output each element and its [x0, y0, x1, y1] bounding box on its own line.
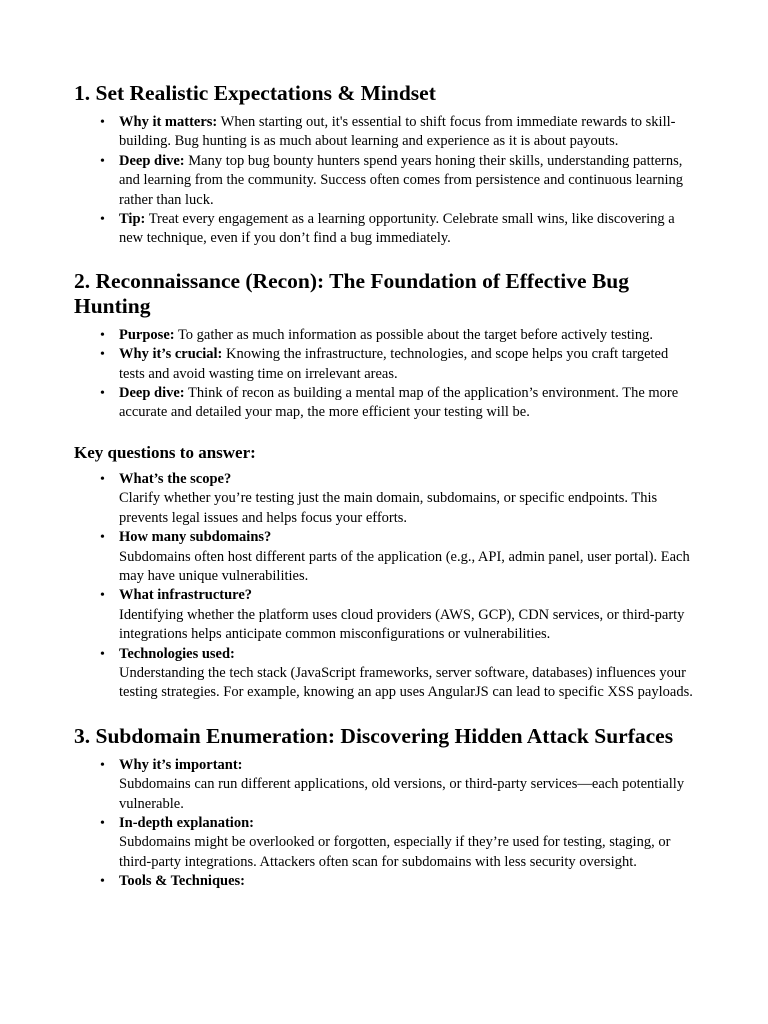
- list-item: [74, 528, 694, 586]
- mindset-list: [74, 113, 694, 249]
- item-label: Purpose:: [119, 326, 175, 343]
- section-heading-recon: 2. Reconnaissance (Recon): The Foundation of Effective Bug Hunting: [74, 268, 630, 318]
- list-item: [74, 152, 694, 210]
- item-label: Tip:: [119, 211, 146, 228]
- subdomain-list: [74, 756, 694, 892]
- list-item: [74, 756, 694, 814]
- item-text: When starting out, it's essential to shift focus from immediate rewards to skill-building. Bug hunting is as much about learning and experience as it is about payouts.: [119, 114, 676, 150]
- item-label: Deep dive:: [119, 385, 185, 402]
- list-item: [74, 113, 694, 152]
- item-text: Clarify whether you’re testing just the main domain, subdomains, or specific endpoints. This prevents legal issues and helps focus your efforts.: [119, 490, 658, 526]
- item-text: Treat every engagement as a learning opportunity. Celebrate small wins, like discovering a new technique, even if you don’t find a bug immediately.: [119, 211, 675, 247]
- item-label: • Tools & Techniques:: [119, 873, 245, 890]
- item-label: • Technologies used:: [119, 645, 235, 662]
- subheading-key-questions: Key questions to answer:: [74, 442, 256, 462]
- item-text: Subdomains might be overlooked or forgotten, especially if they’re used for testing, staging, or third-party integrations. Attackers often scan for subdomains with less security oversight.: [119, 834, 671, 870]
- list-item: [74, 872, 694, 891]
- item-label: • What infrastructure?: [119, 587, 253, 604]
- item-text: Subdomains can run different applications, old versions, or third-party services—each potentially vulnerable.: [119, 776, 685, 812]
- list-item: [74, 470, 694, 528]
- item-label: Why it’s crucial:: [119, 346, 223, 363]
- section-heading-subdomain-enumeration: 3. Subdomain Enumeration: Discovering Hidden Attack Surfaces: [74, 723, 674, 748]
- item-text: Understanding the tech stack (JavaScript frameworks, server software, databases) influences your testing strategies. For example, knowing an app uses AngularJS can lead to specific XSS payloads.: [119, 664, 693, 701]
- item-text: Identifying whether the platform uses cloud providers (AWS, GCP), CDN services, or third-party integrations helps anticipate common misconfigurations or vulnerabilities.: [119, 606, 685, 643]
- list-item: [74, 586, 694, 644]
- list-item: [74, 326, 694, 345]
- list-item: [74, 210, 694, 249]
- list-item: [74, 814, 694, 872]
- list-item: [74, 384, 694, 423]
- section-heading-mindset: 1. Set Realistic Expectations & Mindset: [74, 81, 436, 105]
- item-label: • Why it’s important:: [119, 756, 243, 773]
- item-text: Subdomains often host different parts of the application (e.g., API, admin panel, user portal). Each may have unique vulnerabilities.: [119, 548, 690, 584]
- item-text: Knowing the infrastructure, technologies, and scope helps you craft targeted tests and avoid wasting time on irrelevant areas.: [119, 346, 669, 382]
- item-text: Many top bug bounty hunters spend years honing their skills, understanding patterns, and learning from the community. Success often comes from persistence and continuous learning rather than luck.: [119, 152, 683, 208]
- key-questions-list: [74, 470, 694, 703]
- item-label: • In-depth explanation:: [119, 814, 254, 831]
- list-item: [74, 645, 694, 703]
- item-label: Deep dive:: [119, 152, 185, 169]
- recon-list: [74, 326, 694, 423]
- list-item: [74, 345, 694, 384]
- item-label: • How many subdomains?: [119, 529, 272, 546]
- item-text: To gather as much information as possible about the target before actively testing.: [174, 326, 654, 343]
- item-label: Why it matters:: [119, 114, 218, 130]
- item-text: Think of recon as building a mental map of the application’s environment. The more accurate and detailed your map, the more efficient your testing will be.: [119, 385, 679, 421]
- item-label: • What’s the scope?: [119, 470, 232, 487]
